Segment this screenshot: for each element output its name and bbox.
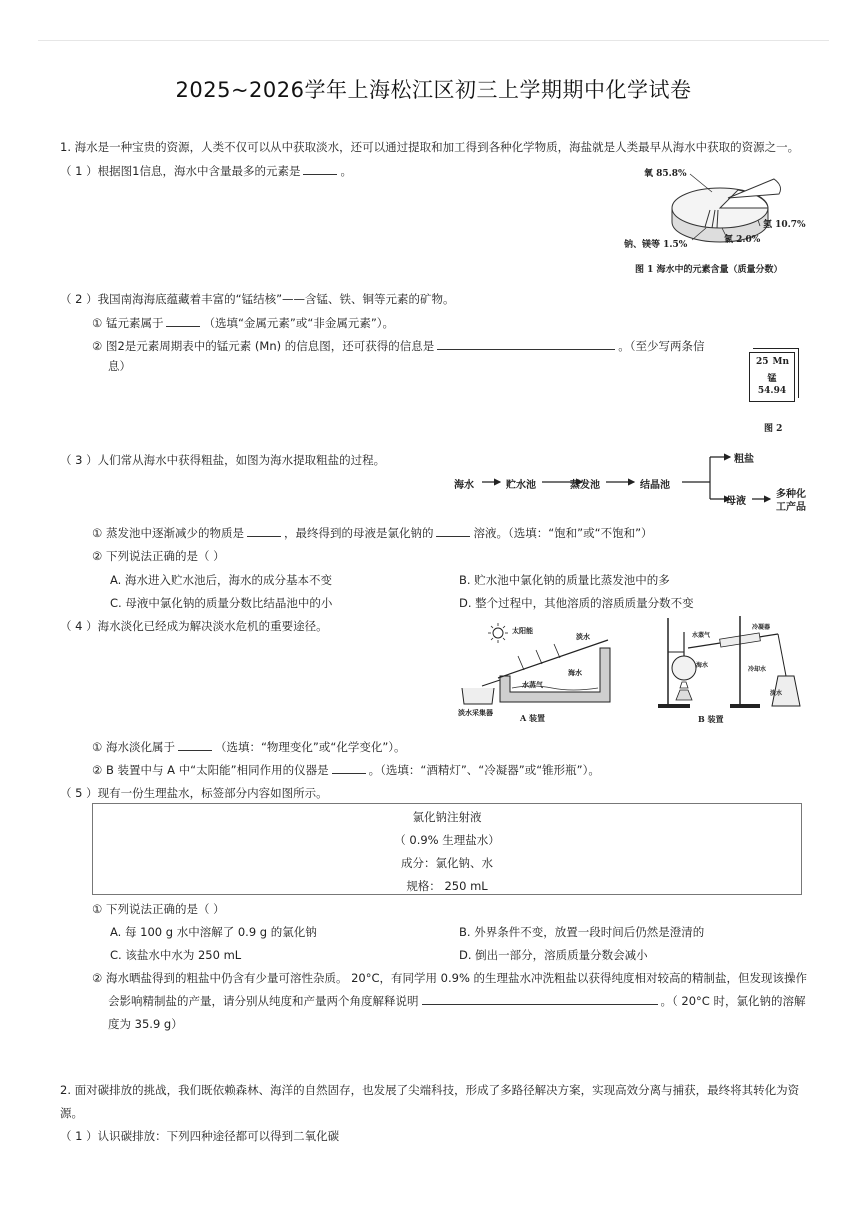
q1-part1: （ 1 ）根据图1信息，海水中含量最多的元素是 。 xyxy=(60,164,352,178)
q1-part4-item1: ① 海水淡化属于 （选填：“物理变化”或“化学变化”）。 xyxy=(92,740,406,754)
q1-part2-item2: ② 图2是元素周期表中的锰元素 (Mn) 的信息图，还可获得的信息是 。（至少写两条信 xyxy=(92,339,705,353)
page-title: 2025~2026学年上海松江区初三上学期期中化学试卷 xyxy=(175,78,692,102)
label-line-1: 氯化钠注射液 xyxy=(412,810,482,824)
q1-part3-item1: ① 蒸发池中逐渐减少的物质是 ，最终得到的母液是氯化钠的 溶液。（选填：“饱和”或“不饱和”） xyxy=(92,526,653,540)
flow-evaporation-pool: 蒸发池 xyxy=(570,480,600,491)
q2-part1: （ 1 ）认识碳排放：下列四种途径都可以得到二氧化碳 xyxy=(60,1129,340,1143)
device-a-figure xyxy=(452,620,622,728)
label-line-4: 规格： 250 mL xyxy=(406,879,488,893)
label-fresh-water: 淡水 xyxy=(576,632,590,641)
q1-part5-item2-line3: 度为 35.9 g） xyxy=(108,1017,183,1031)
answer-blank[interactable] xyxy=(436,525,470,537)
label-condenser: 冷凝器 xyxy=(752,624,771,631)
q1-part5-item2-line2: 会影响精制盐的产量，请分别从纯度和产量两个角度解释说明 。（ 20°C 时，氯化钠的溶解 xyxy=(108,994,806,1008)
label-cooling-water: 冷却水 xyxy=(748,666,767,673)
device-a-caption: A 装置 xyxy=(520,713,545,723)
label-line-2: （ 0.9% 生理盐水） xyxy=(394,833,500,847)
q1-part2-stem: （ 2 ）我国南海海底蕴藏着丰富的“锰结核”——含锰、铁、铜等元素的矿物。 xyxy=(60,292,455,306)
figure-2-caption: 图 2 xyxy=(764,424,783,434)
choice-b[interactable]: B. 贮水池中氯化钠的质量比蒸发池中的多 xyxy=(459,573,670,587)
label-collector: 淡水采集器 xyxy=(458,708,493,717)
manganese-element-card xyxy=(749,352,795,402)
answer-blank[interactable] xyxy=(332,762,366,774)
answer-blank[interactable] xyxy=(166,315,200,327)
choice-a[interactable]: A. 每 100 g 水中溶解了 0.9 g 的氯化钠 xyxy=(110,925,317,939)
answer-blank[interactable] xyxy=(178,739,212,751)
pie-label-sodium: 钠、镁等 1.5% xyxy=(624,240,688,250)
pie-label-hydrogen: 氢 10.7% xyxy=(763,220,806,230)
question-2-stem-1: 2. 面对碳排放的挑战，我们既依赖森林、海洋的自然固存，也发展了尖端科技，形成了多路径解决方案，实现高效分离与捕获，最终将其转化为资 xyxy=(60,1083,800,1097)
q1-part5-item2-line1: ② 海水晒盐得到的粗盐中仍含有少量可溶性杂质。 20°C，有同学用 0.9% 的生理盐水冲洗粗盐以获得纯度相对较高的精制盐，但发现该操作 xyxy=(92,971,808,985)
flow-products-1: 多种化 xyxy=(776,489,806,500)
flow-crystal-pool: 结晶池 xyxy=(640,480,670,491)
question-2-stem-2: 源。 xyxy=(60,1106,83,1120)
label-solar-energy: 太阳能 xyxy=(512,626,533,635)
distillation-diagram xyxy=(640,612,810,728)
choice-b[interactable]: B. 外界条件不变，放置一段时间后仍然是澄清的 xyxy=(459,925,705,939)
flow-crude-salt: 粗盐 xyxy=(734,454,754,465)
q1-part5-stem: （ 5 ）现有一份生理盐水，标签部分内容如图所示。 xyxy=(60,786,328,800)
label-seawater: 海水 xyxy=(568,668,582,677)
label-vapor-b: 水蒸气 xyxy=(692,632,711,639)
figure-1-element-pie xyxy=(620,160,820,275)
answer-blank[interactable] xyxy=(437,338,615,350)
label-seawater-b: 海水 xyxy=(696,662,709,669)
answer-blank[interactable] xyxy=(303,163,337,175)
element-symbol: Mn xyxy=(772,357,789,367)
choice-c[interactable]: C. 该盐水中水为 250 mL xyxy=(110,948,242,962)
answer-blank[interactable] xyxy=(422,993,658,1005)
atomic-mass: 54.94 xyxy=(757,386,787,396)
q1-part3-stem: （ 3 ）人们常从海水中获得粗盐，如图为海水提取粗盐的过程。 xyxy=(60,453,386,467)
device-b-figure xyxy=(640,612,810,728)
salt-flow-diagram xyxy=(450,447,820,517)
choice-d[interactable]: D. 倒出一部分，溶质质量分数会减小 xyxy=(459,948,648,962)
question-1-stem: 1. 海水是一种宝贵的资源，人类不仅可以从中获取淡水，还可以通过提取和加工得到各种化学物质，海盐就是人类最早从海水中获取的资源之一。 xyxy=(60,140,800,154)
choice-d[interactable]: D. 整个过程中，其他溶质的溶质质量分数不变 xyxy=(459,596,694,610)
label-fresh-water-b: 淡水 xyxy=(770,690,783,697)
pie-label-oxygen: 氧 85.8% xyxy=(644,169,687,179)
q1-part2-item2-cont: 息） xyxy=(108,359,131,373)
flow-products-2: 工产品 xyxy=(776,502,806,513)
q1-part4-stem: （ 4 ）海水淡化已经成为解决淡水危机的重要途径。 xyxy=(60,619,328,633)
q1-part4-item2: ② B 装置中与 A 中“太阳能”相同作用的仪器是 。（选填：“酒精灯”、“冷凝器”或“锥形瓶”）。 xyxy=(92,763,600,777)
choice-c[interactable]: C. 母液中氯化钠的质量分数比结晶池中的小 xyxy=(110,596,333,610)
pie-label-chlorine: 氯 2.0% xyxy=(724,235,761,245)
flow-storage-pool: 贮水池 xyxy=(506,480,536,491)
figure-1-caption: 图 1 海水中的元素含量（质量分数） xyxy=(635,265,783,275)
device-b-caption: B 装置 xyxy=(698,714,724,724)
saline-label xyxy=(92,803,802,895)
choice-a[interactable]: A. 海水进入贮水池后，海水的成分基本不变 xyxy=(110,573,332,587)
q1-part3-item2: ② 下列说法正确的是（ ） xyxy=(92,549,225,563)
flow-mother-liquor: 母液 xyxy=(726,496,746,507)
q1-part2-item1: ① 锰元素属于 （选填“金属元素”或“非金属元素”）。 xyxy=(92,316,395,330)
flow-seawater: 海水 xyxy=(454,480,474,491)
label-vapor: 水蒸气 xyxy=(522,680,543,689)
element-name: 锰 xyxy=(767,374,777,384)
atomic-number: 25 xyxy=(756,357,769,367)
answer-blank[interactable] xyxy=(247,525,281,537)
label-line-3: 成分：氯化钠、水 xyxy=(401,856,493,870)
top-divider xyxy=(38,40,829,41)
q1-part5-item1: ① 下列说法正确的是（ ） xyxy=(92,902,225,916)
